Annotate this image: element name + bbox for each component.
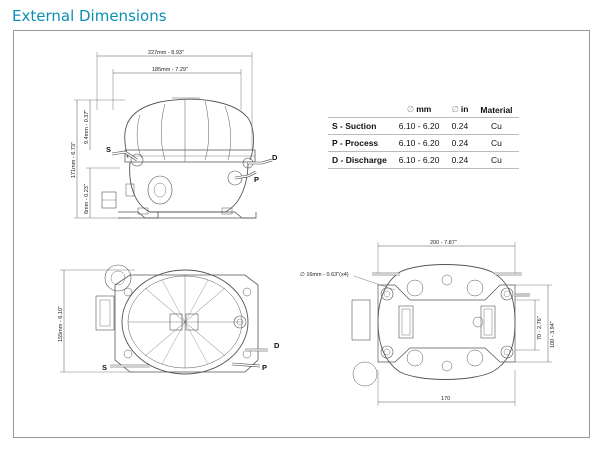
port-label-discharge-front: D [272,153,278,162]
dim-hole-diameter: ∅ 16mm - 0.63"(x4) [300,272,349,278]
port-label-process-top: P [262,363,268,372]
table-cell-label: S - Suction [328,118,393,135]
connection-spec-table [328,102,519,169]
table-cell-mm: 6.10 - 6.20 [393,118,446,135]
table-header-in-label: in [460,104,469,114]
table-cell-label: D - Discharge [328,152,393,169]
port-label-process-front: P [254,175,260,184]
table-cell-material: Cu [474,152,518,169]
table-header-in [445,102,474,118]
top-view [60,265,268,374]
diameter-icon: ∅ [451,104,459,114]
table-cell-in: 0.24 [445,135,474,152]
dim-width-overall: 227mm - 8.93" [148,50,184,56]
dim-height-top: 9.4mm - 0.37" [84,109,90,144]
dim-height-bottom: 6mm - 0.23" [84,184,90,214]
base-view [352,242,552,406]
port-label-suction-front: S [106,145,112,154]
diameter-icon: ∅ [406,104,415,114]
dim-base-h1: 70 - 2.76" [537,316,543,340]
table-cell-in: 0.24 [445,152,474,169]
table-header-material: Material [480,104,513,115]
dim-depth: 155mm - 6.10" [58,306,64,342]
table-header-mm-label: mm [416,104,432,114]
dim-base-width: 200 - 7.87" [430,240,457,246]
table-cell-in: 0.24 [445,118,474,135]
table-cell-label: P - Process [328,135,393,152]
page-title: External Dimensions [12,7,167,25]
port-label-suction-top: S [102,363,108,372]
table-cell-material: Cu [474,135,518,152]
table-header-port [328,102,393,118]
table-cell-material: Cu [474,118,518,135]
table-row [328,152,519,169]
dim-base-span: 170 [441,396,451,402]
port-label-discharge-top: D [274,341,280,350]
front-view [74,52,272,218]
table-row [328,118,519,135]
table-row [328,135,519,152]
table-cell-mm: 6.10 - 6.20 [393,152,446,169]
dim-width-body: 185mm - 7.29" [152,67,188,73]
table-header-mm [393,102,446,118]
table-header-row [328,102,519,118]
table-cell-mm: 6.10 - 6.20 [393,135,446,152]
dim-height-total: 171mm - 6.73" [71,142,77,178]
dim-base-h2: 100 - 3.94" [550,321,556,348]
